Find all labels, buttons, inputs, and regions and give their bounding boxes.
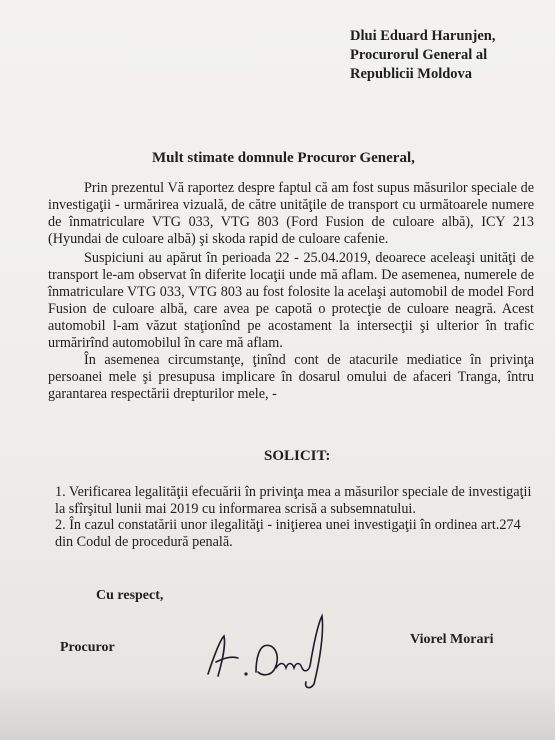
request-item-2: 2. În cazul constatării unor ilegalităţi - iniţierea unei investigaţii în ordinea art.274 din Codul de procedură penală. (55, 517, 521, 550)
recipient-line-2: Procurorul General al (350, 47, 488, 63)
request-list (55, 484, 535, 550)
body-paragraph-2: Suspiciuni au apărut în perioada 22 - 25.04.2019, deoarece aceleaşi unităţi de transport le-am observat în diferite locaţii unde mă aflam. De asemenea, numerele de înmatriculare VTG 033, VTG 803 au fost folosite la acelaşi automobil de model Ford Fusion de culoare albă, care avea pe capotă o protecţie de culoare neagră. Acest automobil l-am văzut staţionînd pe acostament la intersecţii şi ulterior în trafic urmărirînd automobilul în care mă aflam. (48, 250, 534, 351)
handwritten-signature (190, 612, 340, 692)
recipient-line-1: Dlui Eduard Harunjen, (350, 28, 496, 44)
salutation: Mult stimate domnule Procuror General, (152, 150, 415, 166)
body-paragraph-3: În asemenea circumstanţe, ţinînd cont de atacurile mediatice în privinţa persoanei mele şi presupusa implicare în dosarul omului de afaceri Tranga, întru garantarea respectării drepturilor mele, - (48, 352, 534, 402)
signatory-title: Procuror (60, 640, 115, 655)
recipient-line-3: Republicii Moldova (350, 66, 473, 82)
solicit-heading: SOLICIT: (264, 448, 331, 464)
body-paragraph-1: Prin prezentul Vă raportez despre faptul că am fost supus măsurilor speciale de investigaţii - urmărirea vizuală, de către unităţile de transport cu următoarele numere de înmatriculare VTG 033, VTG 803 (Ford Fusion de culoare albă), ICY 213 (Hyundai de culoare albă) şi skoda rapid de culoare cafenie. (48, 180, 534, 247)
signatory-name: Viorel Morari (410, 632, 494, 647)
letter-body (48, 180, 534, 403)
recipient-block (350, 27, 495, 84)
closing: Cu respect, (96, 588, 164, 603)
request-item-1: 1. Verificarea legalităţii efecuării în privinţa mea a măsurilor speciale de investigaţii la sfîrşitul lunii mai 2019 cu informarea scrisă a subsemnatului. (55, 484, 532, 517)
